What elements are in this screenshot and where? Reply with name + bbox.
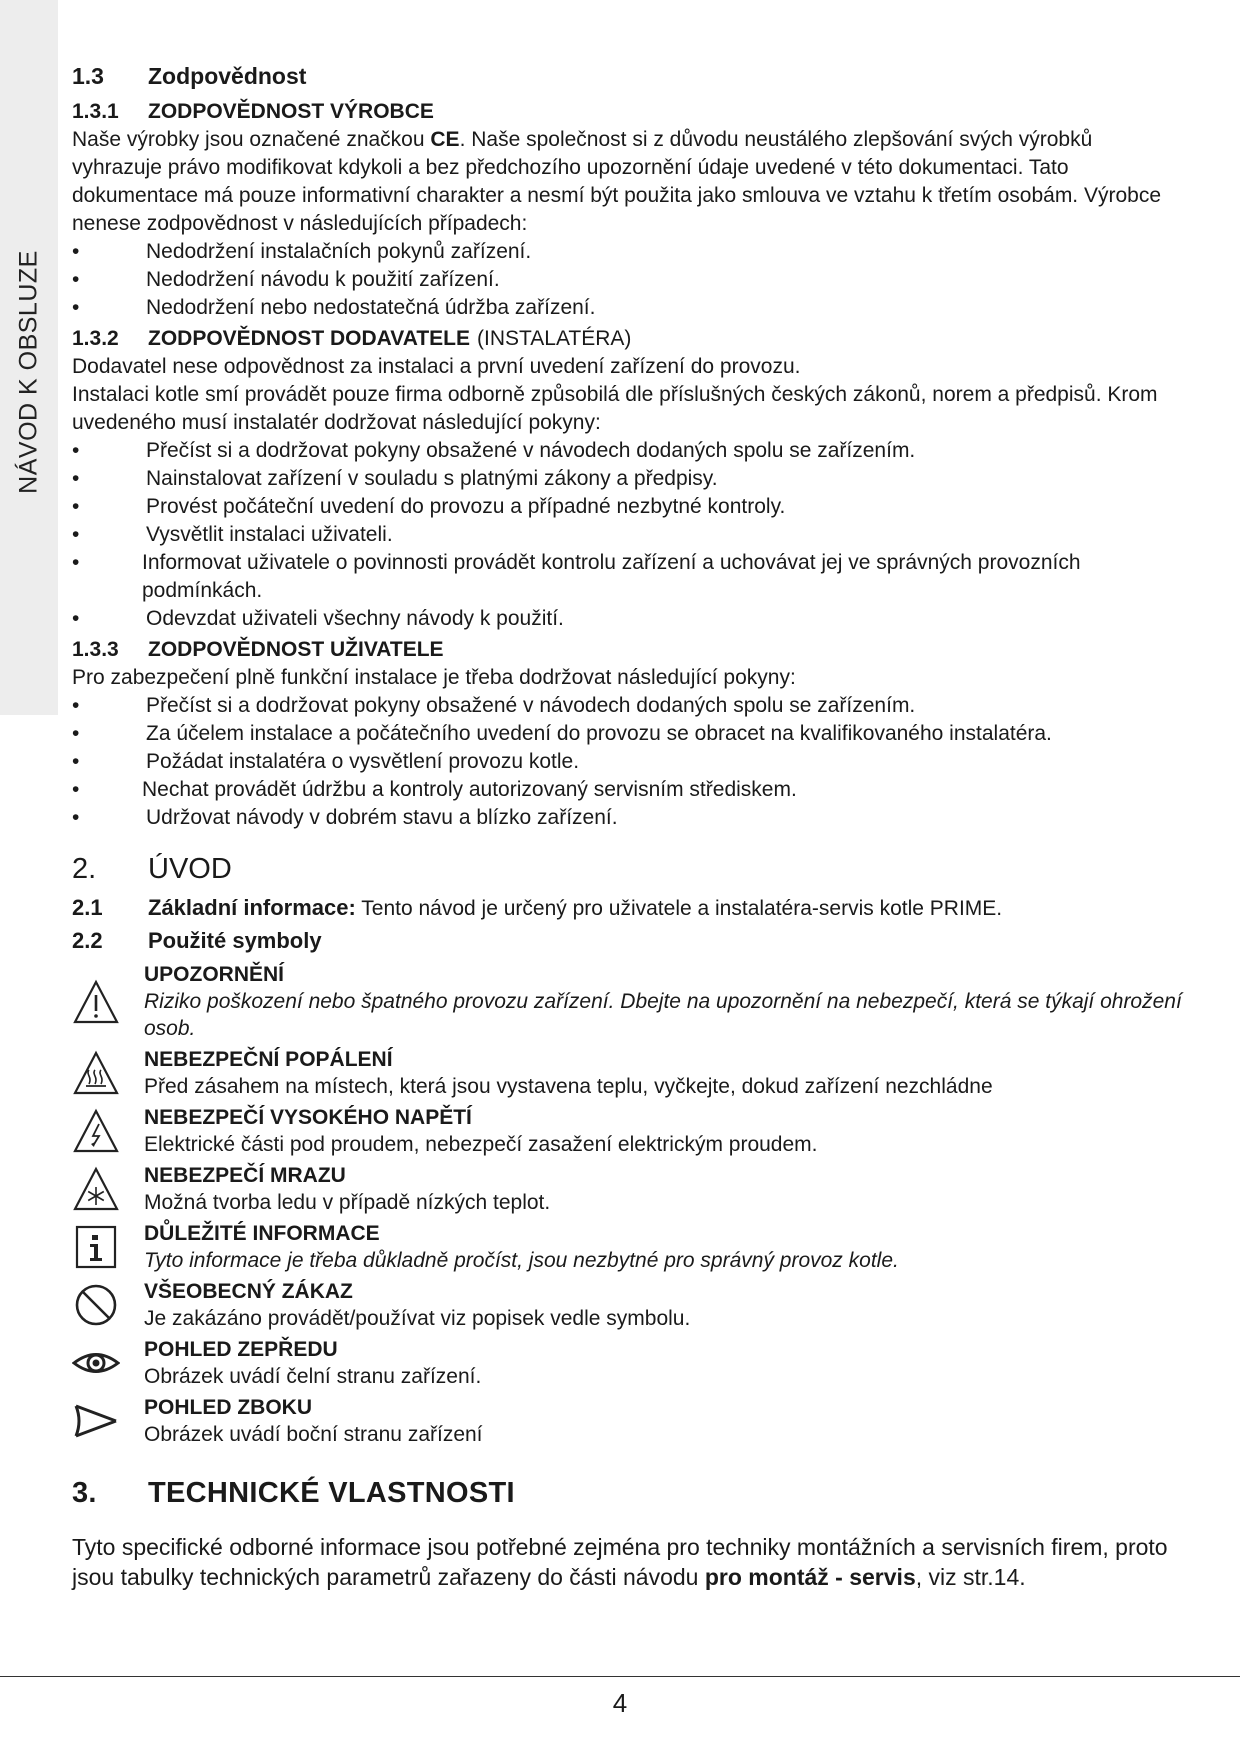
warning-triangle-icon bbox=[72, 979, 120, 1025]
manufacturer-bullets bbox=[72, 238, 1182, 322]
section-number: 3. bbox=[72, 1477, 97, 1509]
paragraph-text: Tyto specifické odborné informace jsou potřebné zejména pro techniky montážních a servisních firem, proto jsou tabulky technických parametrů zařazeny do části návodu bbox=[72, 1534, 1168, 1590]
section-2-2-heading bbox=[72, 927, 1182, 955]
symbol-warning bbox=[72, 961, 1182, 1042]
side-view-icon bbox=[72, 1398, 120, 1444]
section-title: ÚVOD bbox=[148, 853, 232, 885]
symbol-description: Možná tvorba ledu v případě nízkých teplot. bbox=[144, 1191, 551, 1214]
section-title-paren: (INSTALATÉRA) bbox=[477, 327, 632, 350]
list-item: • Přečíst si a dodržovat pokyny obsažené v návodech dodaných spolu se zařízením. bbox=[72, 694, 916, 717]
list-item: • Nechat provádět údržbu a kontroly autorizovaný servisním střediskem. bbox=[72, 778, 797, 801]
list-item: • Informovat uživatele o povinnosti provádět kontrolu zařízení a uchovávat jej ve správných provozních podmínkách. bbox=[72, 551, 1081, 602]
section-number: 1.3.3 bbox=[72, 638, 119, 661]
list-item: • Požádat instalatéra o vysvětlení provozu kotle. bbox=[72, 750, 580, 773]
footer-divider bbox=[0, 1676, 1240, 1677]
paragraph-bold-text: pro montáž - servis bbox=[704, 1564, 916, 1590]
list-item: • Přečíst si a dodržovat pokyny obsažené v návodech dodaných spolu se zařízením. bbox=[72, 439, 916, 462]
frost-hazard-icon bbox=[72, 1166, 120, 1212]
section-title: Použité symboly bbox=[148, 928, 322, 953]
symbol-description: Elektrické části pod proudem, nebezpečí zasažení elektrickým proudem. bbox=[144, 1133, 818, 1156]
section-title: TECHNICKÉ VLASTNOSTI bbox=[148, 1477, 515, 1509]
symbol-title: POHLED ZBOKU bbox=[144, 1396, 312, 1419]
symbol-title: NEBEZPEČÍ MRAZU bbox=[144, 1164, 346, 1187]
symbol-description: Před zásahem na místech, která jsou vystavena teplu, vyčkejte, dokud zařízení nezchládne bbox=[144, 1075, 993, 1098]
list-item: • Udržovat návody v dobrém stavu a blízko zařízení. bbox=[72, 806, 618, 829]
list-item: • Za účelem instalace a počátečního uvedení do provozu se obracet na kvalifikovaného instalatéra. bbox=[72, 722, 1052, 745]
symbol-title: DŮLEŽITÉ INFORMACE bbox=[144, 1222, 380, 1245]
section-1-3-heading bbox=[72, 62, 1182, 90]
prohibition-icon bbox=[72, 1282, 120, 1328]
paragraph-text: Naše výrobky jsou označené značkou bbox=[72, 128, 431, 151]
symbol-frost bbox=[72, 1162, 1182, 1216]
symbol-description: Je zakázáno provádět/používat viz popisek vedle symbolu. bbox=[144, 1307, 691, 1330]
manufacturer-paragraph bbox=[72, 126, 1182, 238]
list-item: • Nainstalovat zařízení v souladu s platnými zákony a předpisy. bbox=[72, 467, 718, 490]
paragraph-text: , viz str.14. bbox=[915, 1564, 1026, 1590]
info-icon bbox=[72, 1224, 120, 1270]
symbol-side-view bbox=[72, 1394, 1182, 1448]
list-item: • Provést počáteční uvedení do provozu a případné nezbytné kontroly. bbox=[72, 495, 786, 518]
burn-hazard-icon bbox=[72, 1050, 120, 1096]
user-bullets bbox=[72, 692, 1182, 832]
page-content bbox=[72, 62, 1182, 1592]
page-number: 4 bbox=[612, 1688, 628, 1718]
section-number: 2.2 bbox=[72, 928, 103, 953]
section-1-3-3-heading bbox=[72, 636, 1182, 664]
symbol-description: Obrázek uvádí čelní stranu zařízení. bbox=[144, 1365, 482, 1388]
list-item: • Odevzdat uživateli všechny návody k použití. bbox=[72, 607, 564, 630]
section-title: ZODPOVĚDNOST UŽIVATELE bbox=[148, 638, 444, 661]
section-2-1 bbox=[72, 894, 1182, 923]
list-item: • Vysvětlit instalaci uživateli. bbox=[72, 523, 393, 546]
section-number: 2. bbox=[72, 853, 97, 885]
section-number: 1.3 bbox=[72, 63, 104, 89]
ce-mark-text: CE bbox=[430, 128, 460, 151]
section-text: Tento návod je určený pro uživatele a instalatéra-servis kotle PRIME. bbox=[355, 897, 1003, 920]
supplier-paragraph-2: Instalaci kotle smí provádět pouze firma odborně způsobilá dle příslušných českých zákonů, norem a předpisů. Krom uvedeného musí instalatér dodržovat následující pokyny: bbox=[72, 383, 1158, 434]
side-tab-label: NÁVOD K OBSLUZE bbox=[14, 250, 43, 494]
symbol-title: NEBEZPEČNÍ POPÁLENÍ bbox=[144, 1048, 393, 1071]
list-item: • Nedodržení návodu k použití zařízení. bbox=[72, 268, 500, 291]
symbol-info bbox=[72, 1220, 1182, 1274]
list-item: • Nedodržení nebo nedostatečná údržba zařízení. bbox=[72, 296, 596, 319]
section-number: 1.3.2 bbox=[72, 327, 119, 350]
symbol-description: Obrázek uvádí boční stranu zařízení bbox=[144, 1423, 483, 1446]
symbol-front-view bbox=[72, 1336, 1182, 1390]
technical-paragraph bbox=[72, 1532, 1182, 1592]
section-3-heading bbox=[72, 1476, 1182, 1510]
symbol-prohibition bbox=[72, 1278, 1182, 1332]
symbol-title: NEBEZPEČÍ VYSOKÉHO NAPĚTÍ bbox=[144, 1106, 472, 1129]
section-title: ZODPOVĚDNOST VÝROBCE bbox=[148, 100, 434, 123]
symbol-description: Tyto informace je třeba důkladně pročíst, jsou nezbytné pro správný provoz kotle. bbox=[144, 1249, 899, 1272]
paragraph-text: . Naše společnost si z důvodu neustálého zlepšování svých výrobků vyhrazuje právo modifikovat kdykoli a bez předchozího upozornění údaje uvedené v této dokumentaci. Tato dokumentace má pouze informativní charakter a nesmí být použita jako smlouva ve vztahu k třetím osobám. Výrobce nenese zodpovědnost v následujících případech: bbox=[72, 128, 1162, 235]
section-title: ZODPOVĚDNOST DODAVATELE bbox=[148, 327, 471, 350]
symbol-high-voltage bbox=[72, 1104, 1182, 1158]
symbol-description: Riziko poškození nebo špatného provozu zařízení. Dbejte na upozornění na nebezpečí, která se týkají ohrožení osob. bbox=[144, 990, 1182, 1040]
section-label: Základní informace: bbox=[148, 895, 356, 920]
section-number: 2.1 bbox=[72, 895, 103, 920]
supplier-paragraph-1: Dodavatel nese odpovědnost za instalaci a první uvedení zařízení do provozu. bbox=[72, 355, 801, 378]
symbol-burn bbox=[72, 1046, 1182, 1100]
symbol-title: UPOZORNĚNÍ bbox=[144, 963, 285, 986]
section-1-3-2-heading bbox=[72, 325, 1182, 353]
symbol-title: POHLED ZEPŘEDU bbox=[144, 1338, 338, 1361]
user-paragraph: Pro zabezpečení plně funkční instalace je třeba dodržovat následující pokyny: bbox=[72, 666, 796, 689]
section-number: 1.3.1 bbox=[72, 100, 119, 123]
eye-icon bbox=[72, 1340, 120, 1386]
supplier-bullets bbox=[72, 437, 1182, 633]
section-title: Zodpovědnost bbox=[148, 63, 307, 89]
high-voltage-icon bbox=[72, 1108, 120, 1154]
list-item: • Nedodržení instalačních pokynů zařízení. bbox=[72, 240, 532, 263]
section-2-heading bbox=[72, 852, 1182, 886]
side-tab bbox=[0, 0, 58, 715]
section-1-3-1-heading bbox=[72, 98, 1182, 126]
symbol-title: VŠEOBECNÝ ZÁKAZ bbox=[144, 1280, 353, 1303]
